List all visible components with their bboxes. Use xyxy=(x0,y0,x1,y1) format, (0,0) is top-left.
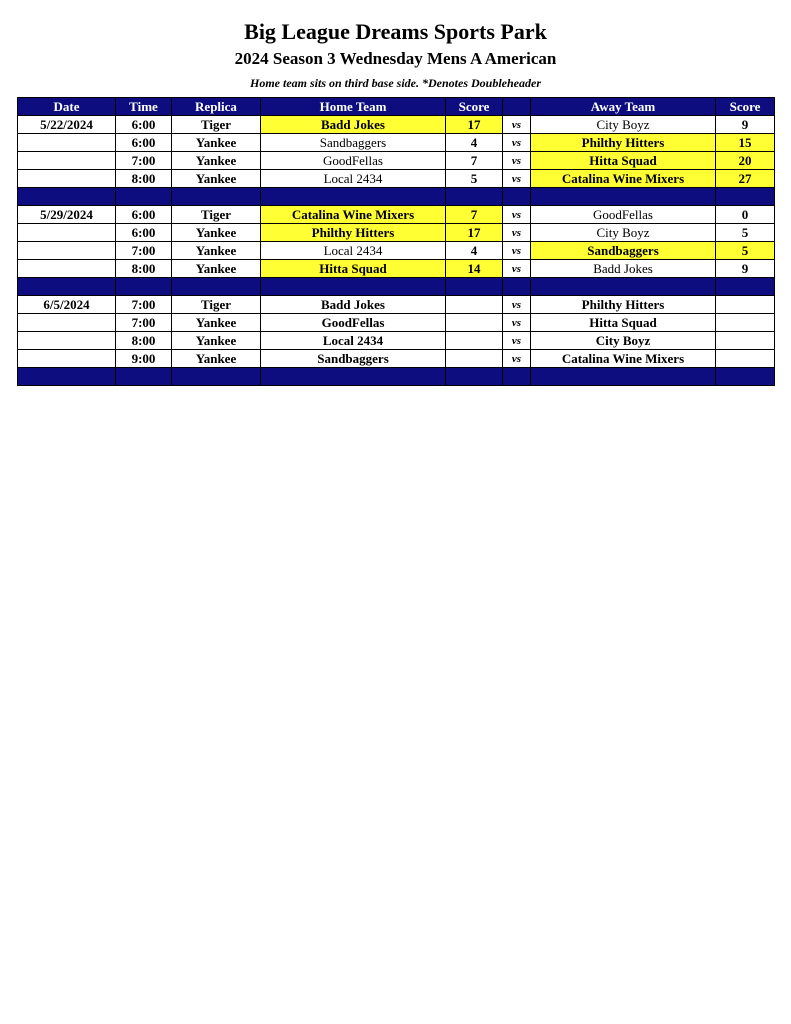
cell-away: City Boyz xyxy=(531,332,716,350)
separator-cell xyxy=(261,368,446,386)
separator-cell xyxy=(503,368,531,386)
separator-cell xyxy=(116,368,172,386)
cell-home: Local 2434 xyxy=(261,332,446,350)
separator-cell xyxy=(503,278,531,296)
cell-home-score xyxy=(446,332,503,350)
cell-away-score: 9 xyxy=(716,116,775,134)
cell-time: 7:00 xyxy=(116,314,172,332)
column-header-vs xyxy=(503,98,531,116)
cell-replica: Tiger xyxy=(172,116,261,134)
cell-away: Hitta Squad xyxy=(531,152,716,170)
cell-home-score: 4 xyxy=(446,242,503,260)
separator-cell xyxy=(261,278,446,296)
cell-away: Philthy Hitters xyxy=(531,134,716,152)
cell-away: City Boyz xyxy=(531,224,716,242)
cell-replica: Tiger xyxy=(172,206,261,224)
cell-home-score: 17 xyxy=(446,224,503,242)
table-row xyxy=(18,134,775,152)
separator-cell xyxy=(116,278,172,296)
table-row xyxy=(18,224,775,242)
cell-away: Hitta Squad xyxy=(531,314,716,332)
cell-away-score: 5 xyxy=(716,242,775,260)
cell-home-score: 5 xyxy=(446,170,503,188)
cell-time: 7:00 xyxy=(116,152,172,170)
cell-time: 6:00 xyxy=(116,134,172,152)
cell-vs: vs xyxy=(503,260,531,278)
separator-cell xyxy=(446,368,503,386)
page-title: Big League Dreams Sports Park xyxy=(244,19,547,44)
cell-replica: Yankee xyxy=(172,260,261,278)
separator-cell xyxy=(503,188,531,206)
week-separator-row xyxy=(18,278,775,296)
cell-home: Philthy Hitters xyxy=(261,224,446,242)
cell-vs: vs xyxy=(503,296,531,314)
table-row xyxy=(18,170,775,188)
separator-cell xyxy=(172,278,261,296)
cell-vs: vs xyxy=(503,332,531,350)
cell-vs: vs xyxy=(503,206,531,224)
cell-home-score: 7 xyxy=(446,152,503,170)
cell-replica: Yankee xyxy=(172,134,261,152)
separator-cell xyxy=(18,188,116,206)
table-row xyxy=(18,242,775,260)
separator-cell xyxy=(531,278,716,296)
cell-away-score xyxy=(716,350,775,368)
table-row xyxy=(18,350,775,368)
cell-date xyxy=(18,260,116,278)
separator-cell xyxy=(18,368,116,386)
cell-home: GoodFellas xyxy=(261,314,446,332)
separator-cell xyxy=(531,188,716,206)
cell-home-score xyxy=(446,296,503,314)
table-header-row xyxy=(18,98,775,116)
cell-replica: Yankee xyxy=(172,170,261,188)
cell-home: Sandbaggers xyxy=(261,134,446,152)
cell-vs: vs xyxy=(503,170,531,188)
cell-time: 7:00 xyxy=(116,242,172,260)
column-header-home-team: Home Team xyxy=(261,98,446,116)
cell-home: Hitta Squad xyxy=(261,260,446,278)
separator-cell xyxy=(446,188,503,206)
cell-replica: Tiger xyxy=(172,296,261,314)
separator-cell xyxy=(18,278,116,296)
cell-time: 8:00 xyxy=(116,170,172,188)
cell-away: Badd Jokes xyxy=(531,260,716,278)
cell-date xyxy=(18,314,116,332)
schedule-body xyxy=(18,116,775,386)
cell-away: Catalina Wine Mixers xyxy=(531,170,716,188)
cell-time: 6:00 xyxy=(116,206,172,224)
table-row xyxy=(18,116,775,134)
cell-away-score xyxy=(716,296,775,314)
cell-away-score: 27 xyxy=(716,170,775,188)
cell-home-score xyxy=(446,350,503,368)
cell-away: Catalina Wine Mixers xyxy=(531,350,716,368)
cell-away-score: 0 xyxy=(716,206,775,224)
cell-away: City Boyz xyxy=(531,116,716,134)
separator-cell xyxy=(446,278,503,296)
week-separator-row xyxy=(18,368,775,386)
cell-away-score: 15 xyxy=(716,134,775,152)
separator-cell xyxy=(172,188,261,206)
cell-vs: vs xyxy=(503,134,531,152)
cell-date: 5/22/2024 xyxy=(18,116,116,134)
cell-date: 6/5/2024 xyxy=(18,296,116,314)
cell-date xyxy=(18,170,116,188)
separator-cell xyxy=(531,368,716,386)
cell-away-score xyxy=(716,332,775,350)
cell-time: 9:00 xyxy=(116,350,172,368)
table-row xyxy=(18,296,775,314)
cell-replica: Yankee xyxy=(172,314,261,332)
cell-date xyxy=(18,224,116,242)
cell-vs: vs xyxy=(503,224,531,242)
cell-replica: Yankee xyxy=(172,350,261,368)
cell-vs: vs xyxy=(503,242,531,260)
cell-time: 6:00 xyxy=(116,116,172,134)
cell-home-score: 4 xyxy=(446,134,503,152)
separator-cell xyxy=(716,368,775,386)
column-header-home-score: Score xyxy=(446,98,503,116)
cell-time: 7:00 xyxy=(116,296,172,314)
cell-replica: Yankee xyxy=(172,152,261,170)
cell-date xyxy=(18,350,116,368)
column-header-replica: Replica xyxy=(172,98,261,116)
column-header-time: Time xyxy=(116,98,172,116)
separator-cell xyxy=(116,188,172,206)
cell-date xyxy=(18,134,116,152)
cell-date xyxy=(18,152,116,170)
cell-away: Sandbaggers xyxy=(531,242,716,260)
cell-time: 8:00 xyxy=(116,260,172,278)
cell-date xyxy=(18,242,116,260)
cell-home-score: 14 xyxy=(446,260,503,278)
cell-vs: vs xyxy=(503,314,531,332)
cell-home: GoodFellas xyxy=(261,152,446,170)
schedule-table xyxy=(17,97,775,386)
cell-home: Local 2434 xyxy=(261,242,446,260)
week-separator-row xyxy=(18,188,775,206)
cell-replica: Yankee xyxy=(172,242,261,260)
cell-home: Badd Jokes xyxy=(261,116,446,134)
separator-cell xyxy=(716,188,775,206)
cell-time: 8:00 xyxy=(116,332,172,350)
cell-vs: vs xyxy=(503,152,531,170)
table-row xyxy=(18,152,775,170)
cell-home-score: 17 xyxy=(446,116,503,134)
table-row xyxy=(18,332,775,350)
separator-cell xyxy=(716,278,775,296)
page-subtitle: 2024 Season 3 Wednesday Mens A American xyxy=(234,49,557,68)
separator-cell xyxy=(261,188,446,206)
table-row xyxy=(18,314,775,332)
cell-home-score xyxy=(446,314,503,332)
table-row xyxy=(18,260,775,278)
cell-away-score: 5 xyxy=(716,224,775,242)
cell-home: Sandbaggers xyxy=(261,350,446,368)
cell-home: Local 2434 xyxy=(261,170,446,188)
cell-date xyxy=(18,332,116,350)
cell-away-score: 20 xyxy=(716,152,775,170)
cell-away: Philthy Hitters xyxy=(531,296,716,314)
separator-cell xyxy=(172,368,261,386)
cell-date: 5/29/2024 xyxy=(18,206,116,224)
cell-home-score: 7 xyxy=(446,206,503,224)
cell-vs: vs xyxy=(503,116,531,134)
cell-home: Badd Jokes xyxy=(261,296,446,314)
cell-replica: Yankee xyxy=(172,224,261,242)
cell-vs: vs xyxy=(503,350,531,368)
column-header-date: Date xyxy=(18,98,116,116)
cell-home: Catalina Wine Mixers xyxy=(261,206,446,224)
cell-time: 6:00 xyxy=(116,224,172,242)
cell-away-score: 9 xyxy=(716,260,775,278)
column-header-away-team: Away Team xyxy=(531,98,716,116)
schedule-note: Home team sits on third base side. *Denotes Doubleheader xyxy=(250,76,541,90)
column-header-away-score: Score xyxy=(716,98,775,116)
table-row xyxy=(18,206,775,224)
cell-away: GoodFellas xyxy=(531,206,716,224)
cell-replica: Yankee xyxy=(172,332,261,350)
cell-away-score xyxy=(716,314,775,332)
